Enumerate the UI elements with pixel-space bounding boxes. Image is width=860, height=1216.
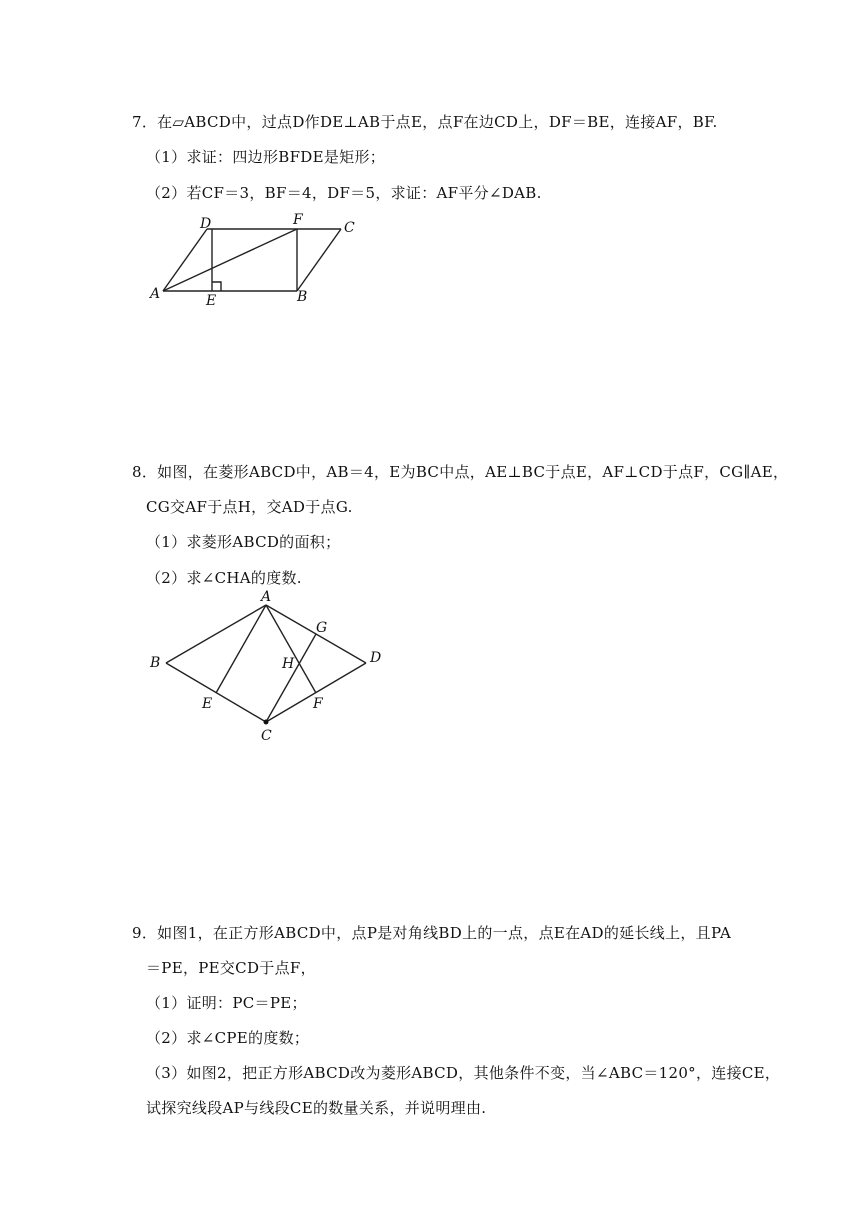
problem-8-statement: 8．如图，在菱形ABCD中，AB＝4，E为BC中点，AE⊥BC于点E，AF⊥CD于点F，CG∥AE， bbox=[132, 463, 789, 481]
problem-9-statement: 9．如图1，在正方形ABCD中，点P是对角线BD上的一点，点E在AD的延长线上，且PA bbox=[132, 924, 732, 942]
problem-7-part-2: （2）若CF＝3，BF＝4，DF＝5，求证：AF平分∠DAB. bbox=[146, 184, 542, 202]
point-c bbox=[264, 720, 269, 725]
segment-af bbox=[266, 605, 316, 693]
label-e: E bbox=[206, 293, 217, 309]
label-h: H bbox=[282, 656, 295, 672]
label-b: B bbox=[150, 655, 161, 671]
problem-8-part-1: （1）求菱形ABCD的面积； bbox=[146, 533, 341, 551]
label-d: D bbox=[200, 216, 212, 232]
label-e: E bbox=[202, 696, 213, 712]
problem-8-statement-cont: CG交AF于点H，交AD于点G. bbox=[146, 498, 353, 516]
label-f: F bbox=[313, 696, 323, 712]
problem-9-part-1: （1）证明：PC＝PE； bbox=[146, 994, 307, 1012]
label-a: A bbox=[261, 589, 272, 605]
problem-9-part-3: （3）如图2，把正方形ABCD改为菱形ABCD，其他条件不变，当∠ABC＝120°，连接CE， bbox=[146, 1064, 781, 1082]
problem-9-statement-cont: ＝PE，PE交CD于点F， bbox=[146, 959, 316, 977]
label-b: B bbox=[297, 289, 308, 305]
label-f: F bbox=[293, 212, 303, 228]
label-c: C bbox=[261, 728, 272, 744]
label-c: C bbox=[344, 220, 355, 236]
segment-cg bbox=[266, 634, 316, 722]
problem-9-part-3-cont: 试探究线段AP与线段CE的数量关系，并说明理由. bbox=[146, 1099, 487, 1117]
label-d: D bbox=[370, 650, 382, 666]
segment-ae bbox=[216, 605, 266, 693]
label-a: A bbox=[150, 286, 161, 302]
problem-9-part-2: （2）求∠CPE的度数； bbox=[146, 1029, 310, 1047]
segment-ab bbox=[166, 605, 266, 663]
problem-7-part-1: （1）求证：四边形BFDE是矩形； bbox=[146, 148, 386, 166]
problem-8-part-2: （2）求∠CHA的度数. bbox=[146, 569, 302, 587]
label-g: G bbox=[316, 620, 328, 636]
problem-7-statement: 7．在▱ABCD中，过点D作DE⊥AB于点E，点F在边CD上，DF＝BE，连接AF，BF. bbox=[132, 113, 718, 131]
